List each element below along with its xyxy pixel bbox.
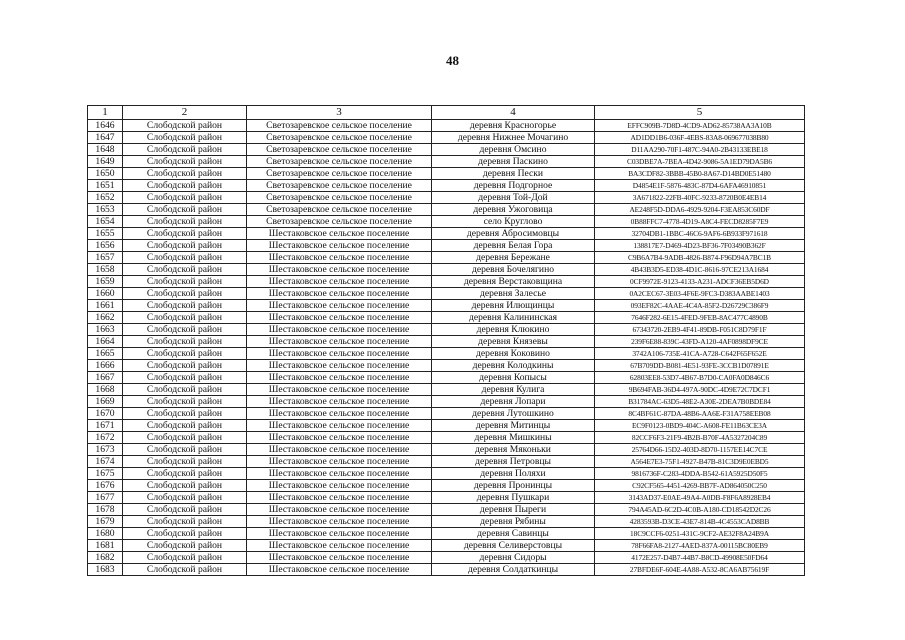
table-row xyxy=(88,444,805,456)
table-row xyxy=(88,480,805,492)
guid-cell: 67343720-2EB9-4F41-89DB-F051C8D79F1F xyxy=(595,324,805,336)
header-cell-3: 3 xyxy=(247,106,432,120)
district-cell: Слободской район xyxy=(123,240,247,252)
guid-cell: 3143AD37-E0AE-49A4-A0DB-F8F6A8928EB4 xyxy=(595,492,805,504)
row-number-cell: 1654 xyxy=(88,216,123,228)
district-cell: Слободской район xyxy=(123,360,247,372)
settlement-cell: Шестаковское сельское поселение xyxy=(247,516,432,528)
locality-cell: деревня Митинцы xyxy=(432,420,595,432)
district-cell: Слободской район xyxy=(123,204,247,216)
guid-cell: 4172E257-D4B7-44B7-B8CD-49908E50FD64 xyxy=(595,552,805,564)
locality-cell: деревня Клюкино xyxy=(432,324,595,336)
district-cell: Слободской район xyxy=(123,480,247,492)
district-cell: Слободской район xyxy=(123,156,247,168)
district-cell: Слободской район xyxy=(123,420,247,432)
locality-cell: деревня Рябины xyxy=(432,516,595,528)
header-row xyxy=(88,106,805,120)
settlement-cell: Шестаковское сельское поселение xyxy=(247,276,432,288)
locality-cell: деревня Ужоговица xyxy=(432,204,595,216)
table-row xyxy=(88,468,805,480)
table-row xyxy=(88,264,805,276)
row-number-cell: 1646 xyxy=(88,120,123,132)
district-cell: Слободской район xyxy=(123,144,247,156)
settlement-cell: Шестаковское сельское поселение xyxy=(247,528,432,540)
locality-cell: деревня Подгорное xyxy=(432,180,595,192)
guid-cell: 27BFDE6F-604E-4A88-A532-8CA6AB75619F xyxy=(595,564,805,576)
district-cell: Слободской район xyxy=(123,180,247,192)
district-cell: Слободской район xyxy=(123,492,247,504)
settlement-cell: Шестаковское сельское поселение xyxy=(247,396,432,408)
guid-cell: AD1DD1B6-036F-4EBS-83A8-069677038B80 xyxy=(595,132,805,144)
guid-cell: EC9F0123-0BD9-404C-A608-FE11B63CE3A xyxy=(595,420,805,432)
settlement-cell: Шестаковское сельское поселение xyxy=(247,312,432,324)
district-cell: Слободской район xyxy=(123,168,247,180)
district-cell: Слободской район xyxy=(123,252,247,264)
settlement-cell: Шестаковское сельское поселение xyxy=(247,468,432,480)
locality-cell: деревня Абросимовцы xyxy=(432,228,595,240)
guid-cell: 8C4BF61C-87DA-48B6-AA6E-F31A758EEB08 xyxy=(595,408,805,420)
guid-cell: AE248F5D-DDA6-4929-9204-F3EA853C60DF xyxy=(595,204,805,216)
guid-cell: EFFC909B-7D8D-4CD9-AD62-85738AA3A10B xyxy=(595,120,805,132)
locality-cell: деревня Копысы xyxy=(432,372,595,384)
guid-cell: 7646F282-6E15-4FED-9FEB-8AC477C4890B xyxy=(595,312,805,324)
settlement-cell: Шестаковское сельское поселение xyxy=(247,252,432,264)
row-number-cell: 1649 xyxy=(88,156,123,168)
table-row xyxy=(88,144,805,156)
locality-cell: деревня Мишкины xyxy=(432,432,595,444)
locality-cell: деревня Мяконьки xyxy=(432,444,595,456)
table-row xyxy=(88,228,805,240)
settlement-cell: Светозаревское сельское поселение xyxy=(247,144,432,156)
settlement-cell: Шестаковское сельское поселение xyxy=(247,492,432,504)
table-row xyxy=(88,540,805,552)
header-cell-1: 1 xyxy=(88,106,123,120)
district-cell: Слободской район xyxy=(123,516,247,528)
row-number-cell: 1653 xyxy=(88,204,123,216)
district-cell: Слободской район xyxy=(123,348,247,360)
locality-cell: село Круглово xyxy=(432,216,595,228)
row-number-cell: 1655 xyxy=(88,228,123,240)
row-number-cell: 1673 xyxy=(88,444,123,456)
table-row xyxy=(88,360,805,372)
guid-cell: 138817E7-D469-4D23-BF36-7F03490B362F xyxy=(595,240,805,252)
guid-cell: 239F6E88-839C-43FD-A120-4AF0898DF9CE xyxy=(595,336,805,348)
district-cell: Слободской район xyxy=(123,384,247,396)
district-cell: Слободской район xyxy=(123,396,247,408)
row-number-cell: 1668 xyxy=(88,384,123,396)
row-number-cell: 1657 xyxy=(88,252,123,264)
row-number-cell: 1665 xyxy=(88,348,123,360)
settlement-cell: Шестаковское сельское поселение xyxy=(247,408,432,420)
row-number-cell: 1679 xyxy=(88,516,123,528)
locality-cell: деревня Белая Гора xyxy=(432,240,595,252)
locality-cell: деревня Той-Дой xyxy=(432,192,595,204)
district-cell: Слободской район xyxy=(123,456,247,468)
guid-cell: B31784AC-63D5-48E2-A30E-2DEA7B0BDE84 xyxy=(595,396,805,408)
district-cell: Слободской район xyxy=(123,468,247,480)
settlement-cell: Шестаковское сельское поселение xyxy=(247,564,432,576)
settlement-cell: Шестаковское сельское поселение xyxy=(247,228,432,240)
district-cell: Слободской район xyxy=(123,216,247,228)
settlement-cell: Шестаковское сельское поселение xyxy=(247,360,432,372)
table-row xyxy=(88,252,805,264)
locality-cell: деревня Илющинцы xyxy=(432,300,595,312)
row-number-cell: 1675 xyxy=(88,468,123,480)
locality-cell: деревня Пыреги xyxy=(432,504,595,516)
locality-cell: деревня Залесье xyxy=(432,288,595,300)
guid-cell: 3A671822-22FB-40FC-9233-8720B0E4EB14 xyxy=(595,192,805,204)
guid-cell: 4283593B-D3CE-43E7-814B-4C4553CAD8BB xyxy=(595,516,805,528)
settlement-cell: Светозаревское сельское поселение xyxy=(247,204,432,216)
guid-cell: 18C9CCF6-0251-431C-9CF2-AE32F8A24B9A xyxy=(595,528,805,540)
locality-cell: деревня Бочелягино xyxy=(432,264,595,276)
guid-cell: 0A2CEC67-3E03-4F6E-9FC3-D383AABE1403 xyxy=(595,288,805,300)
locality-cell: деревня Солдаткинцы xyxy=(432,564,595,576)
locality-cell: деревня Омсино xyxy=(432,144,595,156)
guid-cell: 67B709DD-B081-4E51-93FE-3CCB1D07891E xyxy=(595,360,805,372)
guid-cell: 0B88FFC7-4778-4D19-A8C4-FECD8285F7E9 xyxy=(595,216,805,228)
locality-cell: деревня Лутошкино xyxy=(432,408,595,420)
district-cell: Слободской район xyxy=(123,132,247,144)
settlement-cell: Шестаковское сельское поселение xyxy=(247,372,432,384)
district-cell: Слободской район xyxy=(123,324,247,336)
table-row xyxy=(88,216,805,228)
row-number-cell: 1656 xyxy=(88,240,123,252)
header-cell-2: 2 xyxy=(123,106,247,120)
row-number-cell: 1663 xyxy=(88,324,123,336)
locality-cell: деревня Кулига xyxy=(432,384,595,396)
table-row xyxy=(88,492,805,504)
row-number-cell: 1670 xyxy=(88,408,123,420)
settlement-cell: Светозаревское сельское поселение xyxy=(247,180,432,192)
guid-cell: C92CF565-4451-4269-BB7F-AD864050C250 xyxy=(595,480,805,492)
table-row xyxy=(88,372,805,384)
locality-cell: деревня Красногорье xyxy=(432,120,595,132)
row-number-cell: 1662 xyxy=(88,312,123,324)
guid-cell: 78F66FA8-2127-4AED-837A-00115BC80EB9 xyxy=(595,540,805,552)
locality-cell: деревня Пески xyxy=(432,168,595,180)
row-number-cell: 1674 xyxy=(88,456,123,468)
table-row xyxy=(88,408,805,420)
district-cell: Слободской район xyxy=(123,444,247,456)
guid-cell: 9816736F-C283-4DDA-B542-61A5925D50F5 xyxy=(595,468,805,480)
guid-cell: 25764D66-15D2-403D-8D70-1157EE14C7CE xyxy=(595,444,805,456)
locality-cell: деревня Пронинцы xyxy=(432,480,595,492)
settlement-cell: Шестаковское сельское поселение xyxy=(247,504,432,516)
district-cell: Слободской район xyxy=(123,372,247,384)
guid-cell: C9B6A7B4-9ADB-4826-B874-F96D94A7BC1B xyxy=(595,252,805,264)
table-row xyxy=(88,564,805,576)
settlement-cell: Светозаревское сельское поселение xyxy=(247,132,432,144)
guid-cell: 62803EE8-53D7-4B67-B7D0-CA0FA0D846C6 xyxy=(595,372,805,384)
settlement-cell: Шестаковское сельское поселение xyxy=(247,348,432,360)
guid-cell: 0CF9972E-9123-4133-A231-ADCF36EB5D6D xyxy=(595,276,805,288)
district-cell: Слободской район xyxy=(123,264,247,276)
settlement-cell: Шестаковское сельское поселение xyxy=(247,456,432,468)
guid-cell: 093EF82C-4AAE-4C4A-85F2-D26729C386F9 xyxy=(595,300,805,312)
district-cell: Слободской район xyxy=(123,228,247,240)
settlement-cell: Шестаковское сельское поселение xyxy=(247,324,432,336)
row-number-cell: 1651 xyxy=(88,180,123,192)
table-row xyxy=(88,516,805,528)
guid-cell: C03DBE7A-7BEA-4D42-9086-5A1ED79DA5B6 xyxy=(595,156,805,168)
guid-cell: 82CCF6F3-21F9-4B2B-B70F-4A5327204C89 xyxy=(595,432,805,444)
row-number-cell: 1666 xyxy=(88,360,123,372)
table-row xyxy=(88,432,805,444)
locality-cell: деревня Коковино xyxy=(432,348,595,360)
table-row xyxy=(88,300,805,312)
settlement-cell: Светозаревское сельское поселение xyxy=(247,168,432,180)
table-row xyxy=(88,420,805,432)
table-row xyxy=(88,168,805,180)
settlement-cell: Шестаковское сельское поселение xyxy=(247,444,432,456)
row-number-cell: 1678 xyxy=(88,504,123,516)
row-number-cell: 1677 xyxy=(88,492,123,504)
table-row xyxy=(88,384,805,396)
table-row xyxy=(88,156,805,168)
district-cell: Слободской район xyxy=(123,192,247,204)
row-number-cell: 1660 xyxy=(88,288,123,300)
locality-cell: деревня Савинцы xyxy=(432,528,595,540)
district-cell: Слободской район xyxy=(123,408,247,420)
table-row xyxy=(88,504,805,516)
row-number-cell: 1648 xyxy=(88,144,123,156)
settlement-cell: Светозаревское сельское поселение xyxy=(247,192,432,204)
table-row xyxy=(88,324,805,336)
district-cell: Слободской район xyxy=(123,276,247,288)
table-row xyxy=(88,204,805,216)
table-row xyxy=(88,192,805,204)
guid-cell: D11AA290-70F1-487C-94A0-2B43133EBE18 xyxy=(595,144,805,156)
locality-cell: деревня Селиверстовцы xyxy=(432,540,595,552)
row-number-cell: 1681 xyxy=(88,540,123,552)
header-cell-4: 4 xyxy=(432,106,595,120)
district-cell: Слободской район xyxy=(123,564,247,576)
table-row xyxy=(88,312,805,324)
district-cell: Слободской район xyxy=(123,528,247,540)
row-number-cell: 1661 xyxy=(88,300,123,312)
locality-cell: деревня Нижнее Мочагино xyxy=(432,132,595,144)
locality-cell: деревня Верстаковщина xyxy=(432,276,595,288)
district-cell: Слободской район xyxy=(123,288,247,300)
header-cell-5: 5 xyxy=(595,106,805,120)
locality-cell: деревня Колодкины xyxy=(432,360,595,372)
district-cell: Слободской район xyxy=(123,312,247,324)
settlement-cell: Шестаковское сельское поселение xyxy=(247,552,432,564)
row-number-cell: 1683 xyxy=(88,564,123,576)
row-number-cell: 1658 xyxy=(88,264,123,276)
district-cell: Слободской район xyxy=(123,552,247,564)
guid-cell: BA3CDF82-3BBB-45B0-8A67-D14BD0E51480 xyxy=(595,168,805,180)
table-row xyxy=(88,120,805,132)
row-number-cell: 1669 xyxy=(88,396,123,408)
settlement-cell: Шестаковское сельское поселение xyxy=(247,540,432,552)
row-number-cell: 1680 xyxy=(88,528,123,540)
table-row xyxy=(88,348,805,360)
settlement-cell: Шестаковское сельское поселение xyxy=(247,384,432,396)
settlement-cell: Светозаревское сельское поселение xyxy=(247,216,432,228)
locality-cell: деревня Сидоры xyxy=(432,552,595,564)
table-row xyxy=(88,336,805,348)
table-row xyxy=(88,528,805,540)
guid-cell: D4854E1F-5876-483C-87D4-6AFA46910851 xyxy=(595,180,805,192)
settlement-cell: Шестаковское сельское поселение xyxy=(247,432,432,444)
locality-cell: деревня Калининская xyxy=(432,312,595,324)
settlement-cell: Шестаковское сельское поселение xyxy=(247,480,432,492)
guid-cell: 9B694FAB-36D4-497A-90DC-4D9E72C7DCF1 xyxy=(595,384,805,396)
locality-cell: деревня Лопари xyxy=(432,396,595,408)
row-number-cell: 1667 xyxy=(88,372,123,384)
settlement-cell: Шестаковское сельское поселение xyxy=(247,336,432,348)
row-number-cell: 1647 xyxy=(88,132,123,144)
guid-cell: 794A45AD-6C2D-4C0B-A180-CD18542D2C26 xyxy=(595,504,805,516)
table-row xyxy=(88,552,805,564)
row-number-cell: 1682 xyxy=(88,552,123,564)
settlement-cell: Шестаковское сельское поселение xyxy=(247,264,432,276)
locality-cell: деревня Князевы xyxy=(432,336,595,348)
guid-cell: 4B43B3D5-ED38-4D1C-8616-97CE213A1684 xyxy=(595,264,805,276)
locality-cell: деревня Поляхи xyxy=(432,468,595,480)
row-number-cell: 1650 xyxy=(88,168,123,180)
district-cell: Слободской район xyxy=(123,120,247,132)
guid-cell: A564E7E3-75F1-4927-B47B-81C3D9E0EBD5 xyxy=(595,456,805,468)
settlement-cell: Светозаревское сельское поселение xyxy=(247,120,432,132)
locality-cell: деревня Пушкари xyxy=(432,492,595,504)
guid-cell: 32704DB1-1BBC-46C6-9AF6-6B933F971618 xyxy=(595,228,805,240)
table-row xyxy=(88,276,805,288)
table-row xyxy=(88,132,805,144)
settlement-cell: Шестаковское сельское поселение xyxy=(247,240,432,252)
guid-cell: 3742A106-735E-41CA-A728-C642F65F652E xyxy=(595,348,805,360)
settlement-cell: Шестаковское сельское поселение xyxy=(247,300,432,312)
table-header xyxy=(88,106,805,120)
table-row xyxy=(88,180,805,192)
settlement-cell: Шестаковское сельское поселение xyxy=(247,288,432,300)
page-number: 48 xyxy=(446,53,459,68)
row-number-cell: 1664 xyxy=(88,336,123,348)
district-cell: Слободской район xyxy=(123,336,247,348)
settlement-cell: Шестаковское сельское поселение xyxy=(247,420,432,432)
row-number-cell: 1652 xyxy=(88,192,123,204)
locality-cell: деревня Паскино xyxy=(432,156,595,168)
locality-cell: деревня Бережане xyxy=(432,252,595,264)
row-number-cell: 1676 xyxy=(88,480,123,492)
district-cell: Слободской район xyxy=(123,504,247,516)
district-cell: Слободской район xyxy=(123,432,247,444)
locality-cell: деревня Петровцы xyxy=(432,456,595,468)
settlement-cell: Светозаревское сельское поселение xyxy=(247,156,432,168)
table-row xyxy=(88,396,805,408)
district-cell: Слободской район xyxy=(123,540,247,552)
table-row xyxy=(88,456,805,468)
row-number-cell: 1659 xyxy=(88,276,123,288)
row-number-cell: 1671 xyxy=(88,420,123,432)
district-cell: Слободской район xyxy=(123,300,247,312)
table-row xyxy=(88,240,805,252)
row-number-cell: 1672 xyxy=(88,432,123,444)
table-row xyxy=(88,288,805,300)
table-body xyxy=(88,120,805,576)
settlements-table xyxy=(87,105,805,576)
